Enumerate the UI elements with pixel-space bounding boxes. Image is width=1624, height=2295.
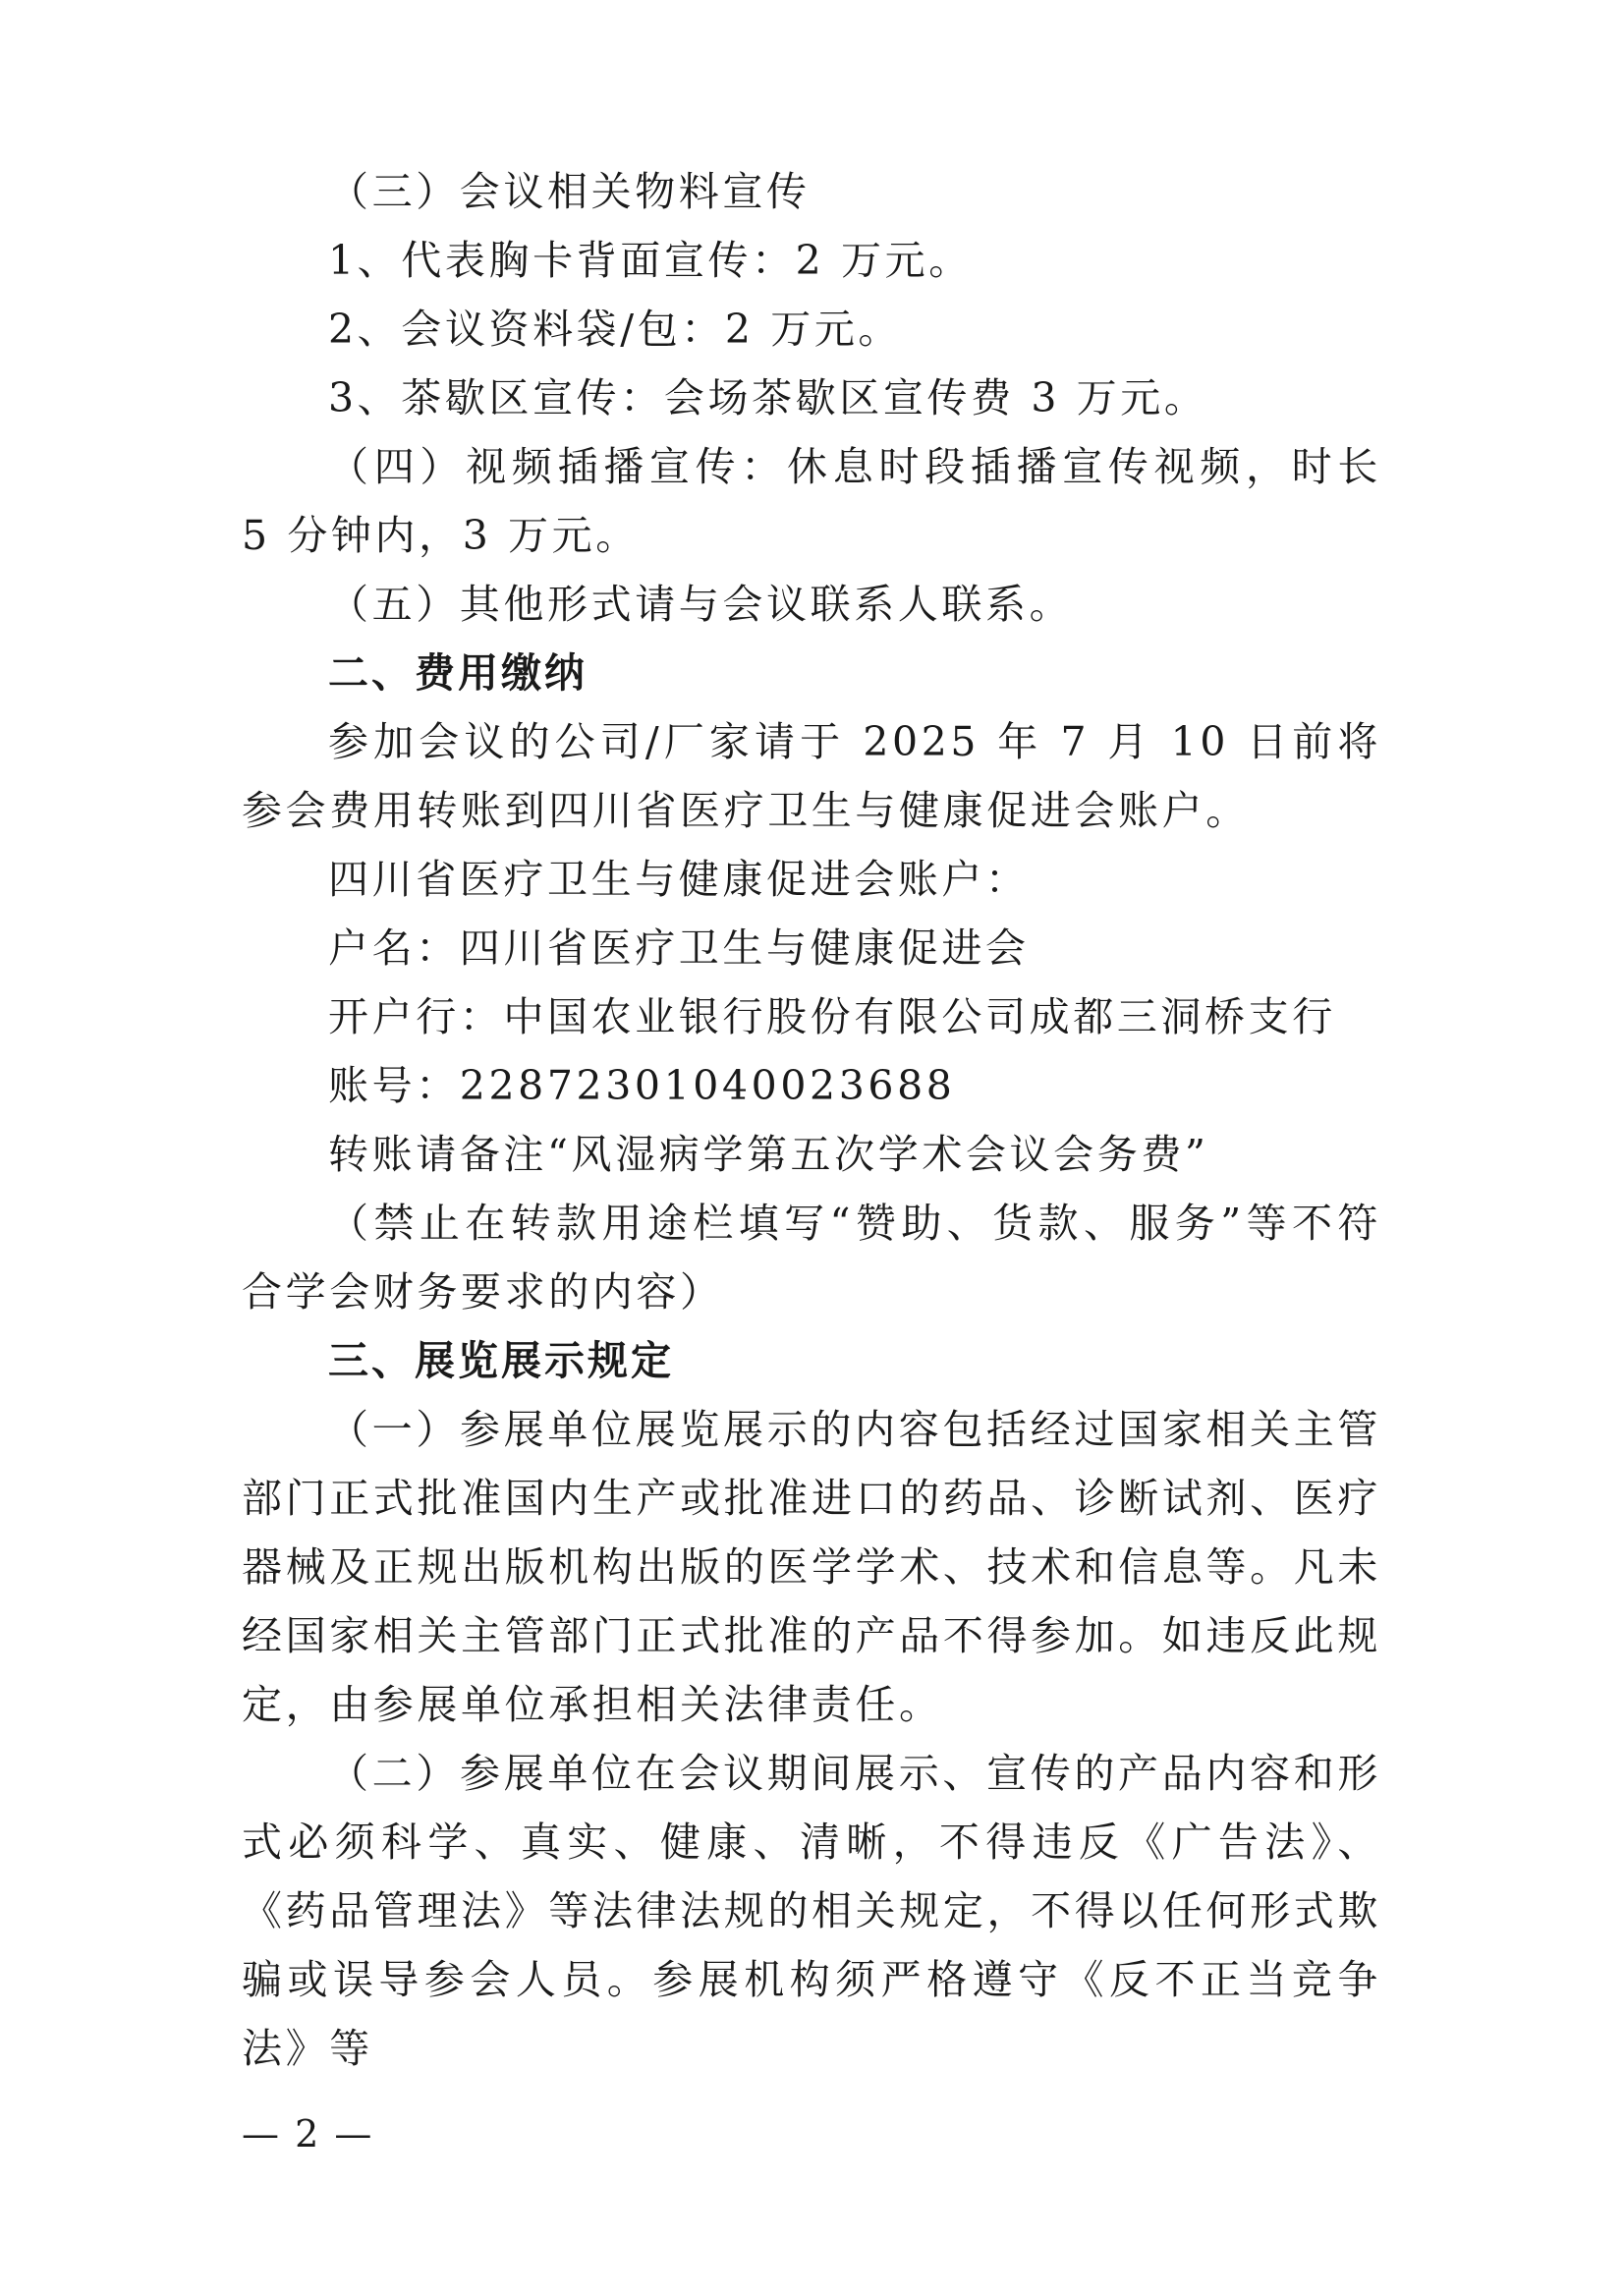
paragraph-rule-1: （一）参展单位展览展示的内容包括经过国家相关主管部门正式批准国内生产或批准进口的药品、诊断试剂、医疗器械及正规出版机构出版的医学学术、技术和信息等。凡未经国家相关主管部门正式批准的产品不得参加。如违反此规定，由参展单位承担相关法律责任。 [242, 1406, 1381, 1728]
transfer-note: 转账请备注“风湿病学第五次学术会议会务费” [328, 1131, 1209, 1178]
account-intro: 四川省医疗卫生与健康促进会账户： [328, 856, 1030, 903]
account-bank: 开户行：中国农业银行股份有限公司成都三洞桥支行 [328, 993, 1336, 1040]
paragraph-payment-deadline: 参加会议的公司/厂家请于 2025 年 7 月 10 日前将参会费用转账到四川省医疗卫生与健康促进会账户。 [242, 718, 1381, 834]
item-tea-break-ad: 3、茶歇区宣传：会场茶歇区宣传费 3 万元。 [328, 374, 1208, 421]
section-heading-exhibition-rules: 三、展览展示规定 [328, 1337, 674, 1384]
account-name: 户名：四川省医疗卫生与健康促进会 [328, 924, 1030, 972]
paragraph-other-forms: （五）其他形式请与会议联系人联系。 [328, 581, 1074, 628]
paragraph-rule-2: （二）参展单位在会议期间展示、宣传的产品内容和形式必须科学、真实、健康、清晰，不得违反《广告法》、《药品管理法》等法律法规的相关规定，不得以任何形式欺骗或误导参会人员。参展机构须严格遵守《反不正当竞争法》等 [242, 1750, 1381, 2072]
item-badge-ad: 1、代表胸卡背面宣传：2 万元。 [328, 237, 973, 284]
item-material-bag: 2、会议资料袋/包：2 万元。 [328, 306, 903, 353]
paragraph-transfer-prohibition: （禁止在转款用途栏填写“赞助、货款、服务”等不符合学会财务要求的内容） [242, 1200, 1381, 1315]
section-heading-fee-payment: 二、费用缴纳 [328, 649, 588, 697]
document-body [242, 157, 1381, 2083]
page-number: — 2 — [242, 2112, 374, 2155]
account-number: 账号：22872301040023688 [328, 1062, 956, 1109]
subsection-materials-heading: （三）会议相关物料宣传 [328, 168, 811, 215]
paragraph-video-ad: （四）视频插播宣传：休息时段插播宣传视频，时长 5 分钟内，3 万元。 [242, 443, 1381, 559]
